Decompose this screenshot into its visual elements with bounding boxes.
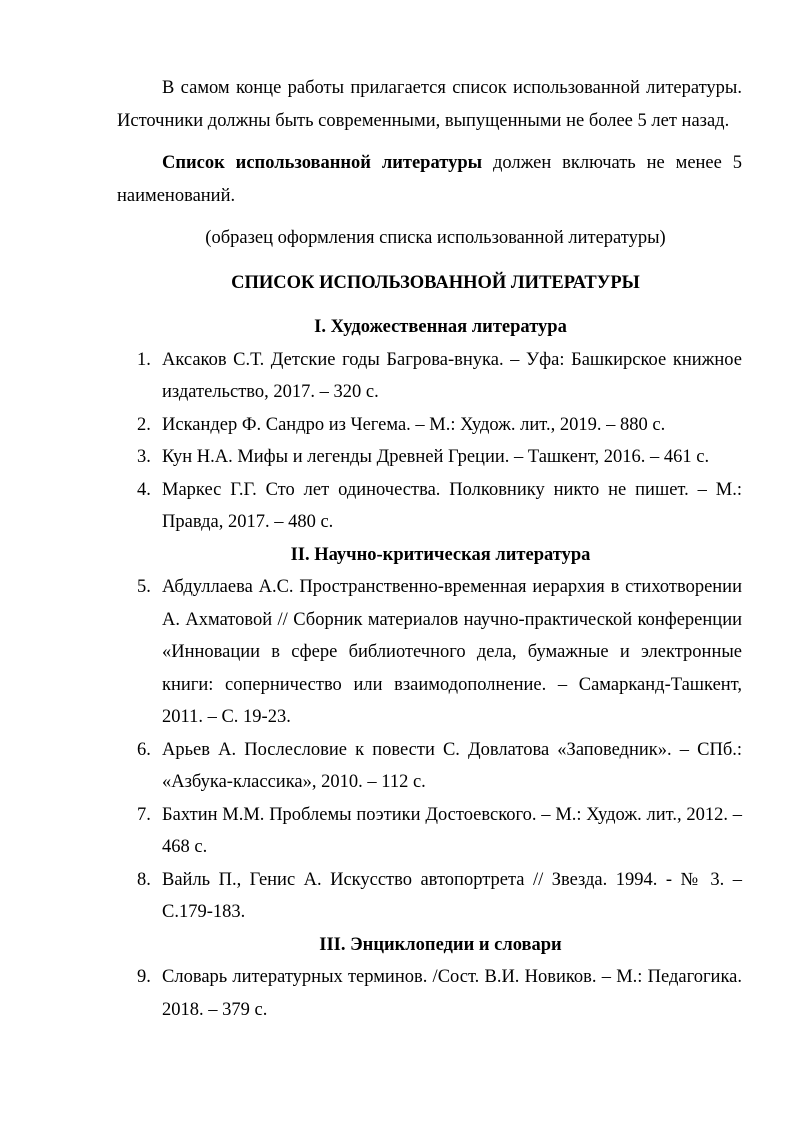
reference-text: Маркес Г.Г. Сто лет одиночества. Полковнику никто не пишет. – М.: Правда, 2017. – 480 с. (162, 479, 742, 532)
reference-number: 2. (137, 414, 151, 435)
reference-item (117, 864, 742, 929)
reference-item (117, 441, 742, 474)
intro-paragraph-1: В самом конце работы прилагается список использованной литературы. Источники должны быть современными, выпущенными не более 5 лет назад. (117, 78, 742, 131)
reference-number: 6. (137, 739, 151, 760)
reference-item (117, 961, 742, 1026)
reference-item (117, 799, 742, 864)
section-heading-dictionaries: III. Энциклопедии и словари (319, 934, 562, 955)
reference-number: 3. (137, 447, 151, 467)
reference-list-criticism (117, 571, 742, 929)
reference-item (117, 409, 742, 442)
bibliography-title: СПИСОК ИСПОЛЬЗОВАННОЙ ЛИТЕРАТУРЫ (231, 272, 640, 293)
section-heading-criticism: II. Научно-критическая литература (290, 544, 591, 565)
reference-number: 4. (137, 479, 151, 500)
reference-item (117, 474, 742, 539)
reference-text: Абдуллаева А.С. Пространственно-временная иерархия в стихотворении А. Ахматовой // Сборник материалов научно-практической конференции «Инновации в сфере библиотечного дела, бумажные и электронные книги: соперничество или взаимодополнение. – Самарканд-Ташкент, 2011. – С. 19-23. (162, 577, 742, 727)
reference-text: Кун Н.А. Мифы и легенды Древней Греции. – Ташкент, 2016. – 461 с. (162, 447, 710, 467)
reference-text: Вайль П., Генис А. Искусство автопортрета // Звезда. 1994. - № 3. – С.179-183. (162, 869, 742, 922)
reference-number: 7. (137, 804, 151, 825)
reference-item (117, 571, 742, 734)
sample-note: (образец оформления списка использованной литературы) (205, 228, 666, 248)
section-heading-fiction: I. Художественная литература (314, 317, 567, 337)
reference-item (117, 344, 742, 409)
reference-number: 1. (137, 349, 151, 370)
reference-text: Аксаков С.Т. Детские годы Багрова-внука. – Уфа: Башкирское книжное издательство, 2017. – 320 с. (162, 349, 742, 402)
reference-text: Арьев А. Послесловие к повести С. Довлатова «Заповедник». – СПб.: «Азбука-классика», 2010. – 112 с. (162, 739, 742, 792)
reference-text: Бахтин М.М. Проблемы поэтики Достоевского. – М.: Худож. лит., 2012. – 468 с. (162, 804, 742, 857)
intro-paragraph-2-rest: должен включать не менее 5 наименований. (117, 153, 742, 206)
document-page (117, 72, 742, 1026)
bold-phrase: Список использованной литературы (162, 153, 483, 173)
reference-list-fiction (117, 344, 742, 539)
intro-paragraph-2 (117, 147, 742, 212)
reference-number: 8. (137, 869, 151, 890)
reference-number: 9. (137, 967, 151, 987)
reference-text: Словарь литературных терминов. /Сост. В.И. Новиков. – М.: Педагогика. 2018. – 379 с. (162, 967, 742, 1020)
reference-item (117, 734, 742, 799)
reference-list-dictionaries (117, 961, 742, 1026)
reference-text: Искандер Ф. Сандро из Чегема. – М.: Худож. лит., 2019. – 880 с. (162, 414, 666, 435)
reference-number: 5. (137, 577, 151, 597)
